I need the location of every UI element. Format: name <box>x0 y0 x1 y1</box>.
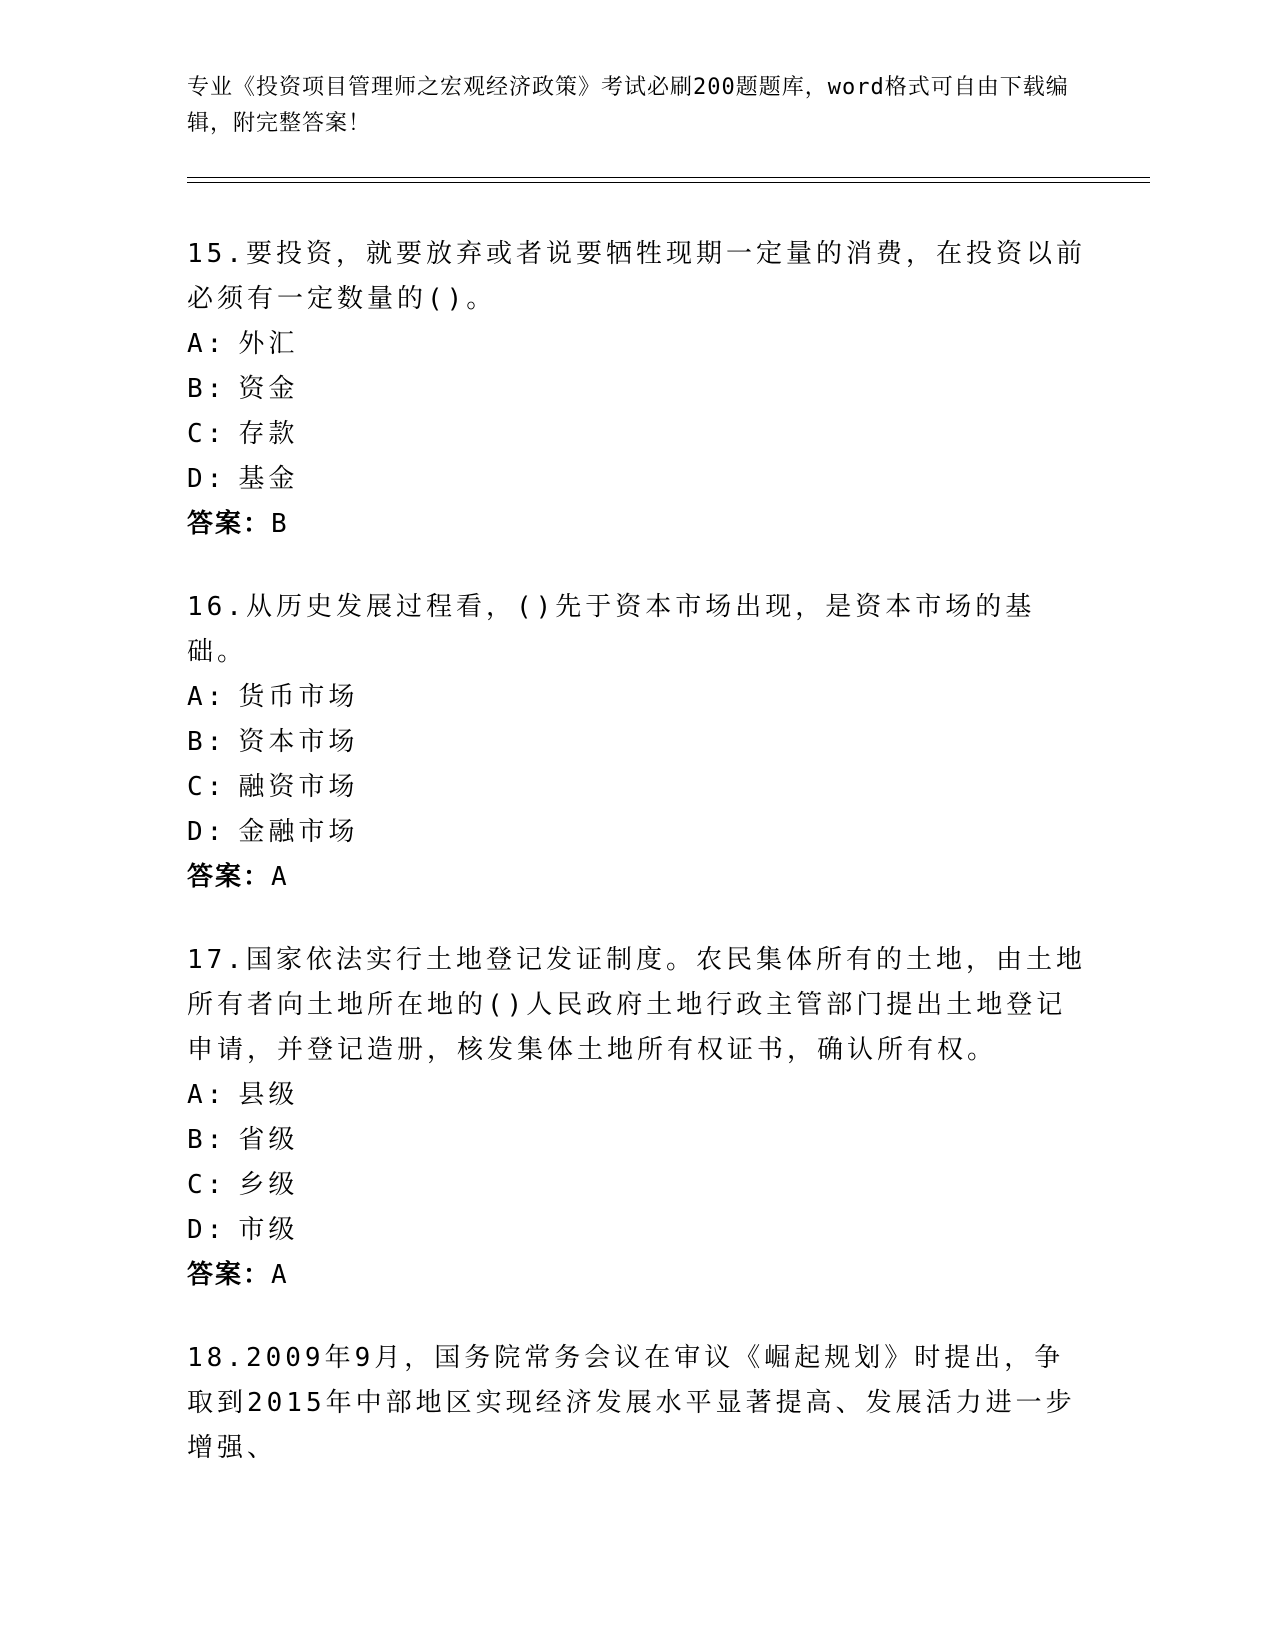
option-text: 存款 <box>238 419 299 449</box>
answer-label: 答案： <box>187 509 272 539</box>
option-text: 外汇 <box>238 329 299 359</box>
option-letter: A <box>187 1080 207 1110</box>
option-text: 县级 <box>238 1080 299 1110</box>
question-17 <box>187 938 1087 1298</box>
option-b: B: 省级 <box>187 1125 299 1155</box>
option-letter: A <box>187 682 207 712</box>
option-b: B: 资本市场 <box>187 727 359 757</box>
document-header: 专业《投资项目管理师之宏观经济政策》考试必刷200题题库，word格式可自由下载编辑，附完整答案！ <box>187 75 1069 136</box>
question-stem: 16.从历史发展过程看，()先于资本市场出现，是资本市场的基础。 <box>187 592 1036 667</box>
option-c: C: 融资市场 <box>187 772 359 802</box>
option-text: 资金 <box>238 374 299 404</box>
question-stem: 18.2009年9月，国务院常务会议在审议《崛起规划》时提出，争取到2015年中部地区实现经济发展水平显著提高、发展活力进一步增强、 <box>187 1343 1076 1463</box>
question-stem: 15.要投资，就要放弃或者说要牺牲现期一定量的消费，在投资以前必须有一定数量的()。 <box>187 239 1086 314</box>
option-a: A: 货币市场 <box>187 682 359 712</box>
answer-value: A <box>271 1260 289 1290</box>
answer-label: 答案： <box>187 862 272 892</box>
header-divider-bottom <box>187 182 1150 183</box>
option-letter: C <box>187 772 207 802</box>
option-letter: D <box>187 817 207 847</box>
option-text: 金融市场 <box>238 817 359 847</box>
option-letter: C <box>187 1170 207 1200</box>
question-15 <box>187 232 1087 547</box>
option-a: A: 县级 <box>187 1080 299 1110</box>
option-text: 资本市场 <box>238 727 359 757</box>
question-stem: 17.国家依法实行土地登记发证制度。农民集体所有的土地，由土地所有者向土地所在地的()人民政府土地行政主管部门提出土地登记申请，并登记造册，核发集体土地所有权证书，确认所有权。 <box>187 945 1086 1065</box>
option-text: 乡级 <box>238 1170 299 1200</box>
option-c: C: 乡级 <box>187 1170 299 1200</box>
option-letter: D <box>187 464 207 494</box>
option-letter: A <box>187 329 207 359</box>
answer-line <box>187 855 1087 900</box>
option-letter: B <box>187 374 207 404</box>
option-text: 融资市场 <box>238 772 359 802</box>
option-text: 市级 <box>238 1215 299 1245</box>
answer-value: B <box>271 509 289 539</box>
question-list <box>187 232 1087 1509</box>
option-c: C: 存款 <box>187 419 299 449</box>
option-d: D: 基金 <box>187 464 299 494</box>
option-d: D: 市级 <box>187 1215 299 1245</box>
option-d: D: 金融市场 <box>187 817 359 847</box>
option-text: 基金 <box>238 464 299 494</box>
answer-label: 答案： <box>187 1260 272 1290</box>
header-divider-top <box>187 177 1150 178</box>
answer-line <box>187 1253 1087 1298</box>
option-text: 货币市场 <box>238 682 359 712</box>
option-letter: D <box>187 1215 207 1245</box>
option-letter: B <box>187 1125 207 1155</box>
answer-value: A <box>271 862 289 892</box>
question-16 <box>187 585 1087 900</box>
option-text: 省级 <box>238 1125 299 1155</box>
answer-line <box>187 502 1087 547</box>
option-a: A: 外汇 <box>187 329 299 359</box>
question-18 <box>187 1336 1087 1471</box>
option-letter: C <box>187 419 207 449</box>
option-letter: B <box>187 727 207 757</box>
option-b: B: 资金 <box>187 374 299 404</box>
